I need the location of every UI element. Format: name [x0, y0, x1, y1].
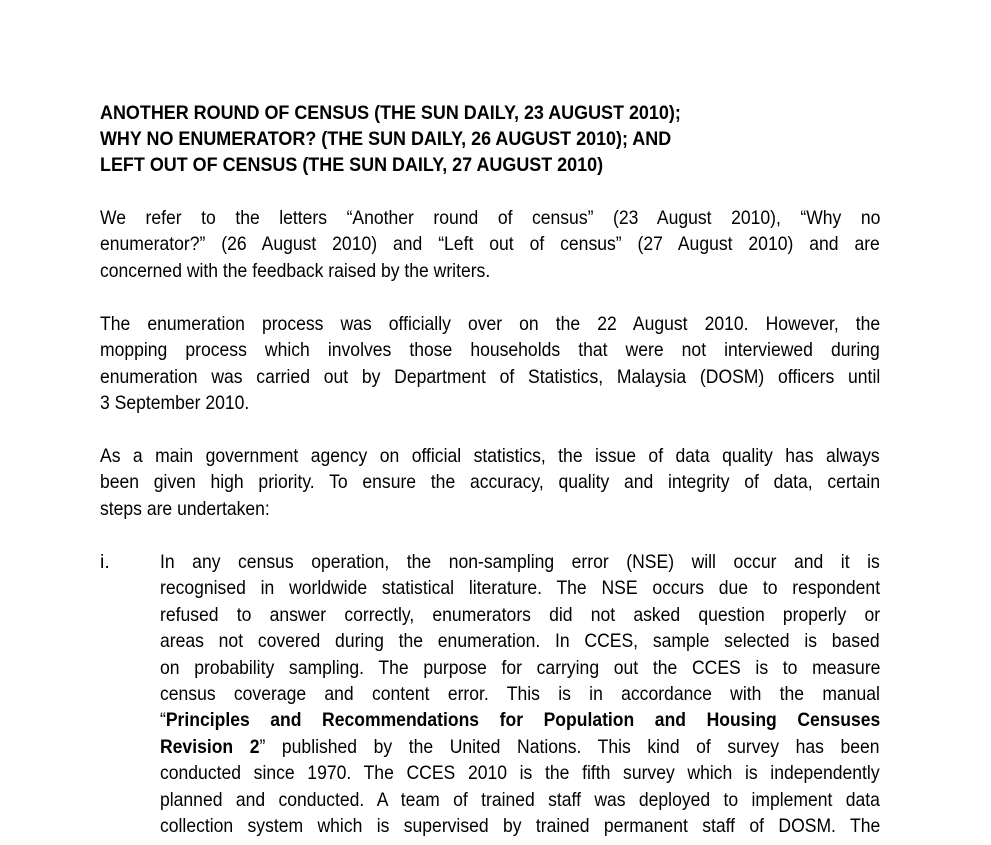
paragraph-data-quality	[100, 443, 880, 522]
list-line: conducted since 1970. The CCES 2010 is the fifth survey which is independently	[160, 762, 880, 785]
paragraph-line: steps are undertaken:	[100, 497, 270, 520]
open-quote: “	[160, 709, 166, 732]
heading-line: ANOTHER ROUND OF CENSUS (THE SUN DAILY, 23 AUGUST 2010);	[100, 102, 681, 124]
heading-line: LEFT OUT OF CENSUS (THE SUN DAILY, 27 AUGUST 2010)	[100, 154, 604, 176]
paragraph-line: concerned with the feedback raised by the writers.	[100, 259, 491, 282]
list-line: on probability sampling. The purpose for carrying out the CCES is to measure	[160, 656, 881, 679]
list-line: In any census operation, the non-sampling error (NSE) will occur and it is	[160, 551, 880, 573]
heading-line: WHY NO ENUMERATOR? (THE SUN DAILY, 26 AUGUST 2010); AND	[100, 128, 672, 150]
paragraph-letters-reference	[100, 205, 880, 284]
paragraph-line: enumerator?” (26 August 2010) and “Left out of census” (27 August 2010) and are	[100, 233, 880, 256]
paragraph-line: mopping process which involves those households that were not interviewed during	[100, 339, 880, 362]
publication-source: ” published by the United Nations. This kind of survey has been	[259, 735, 880, 758]
paragraph-line: The enumeration process was officially over on the 22 August 2010. However, the	[100, 313, 881, 335]
document-heading	[100, 100, 818, 178]
list-line: collection system which is supervised by trained permanent staff of DOSM. The	[160, 815, 881, 838]
paragraph-line: enumeration was carried out by Department of Statistics, Malaysia (DOSM) officers until	[100, 365, 881, 388]
list-line: areas not covered during the enumeration. In CCES, sample selected is based	[160, 630, 880, 653]
list-line-bold-title	[160, 707, 880, 733]
list-line-mixed	[160, 734, 880, 760]
list-line: recognised in worldwide statistical literature. The NSE occurs due to respondent	[160, 577, 881, 600]
paragraph-line: 3 September 2010.	[100, 392, 250, 415]
paragraph-line: As a main government agency on official statistics, the issue of data quality has always	[100, 445, 880, 467]
paragraph-line: We refer to the letters “Another round of census” (23 August 2010), “Why no	[100, 207, 881, 229]
publication-revision: Revision 2	[160, 735, 260, 758]
publication-title: Principles and Recommendations for Population and Housing Censuses	[165, 709, 881, 732]
list-marker: i.	[100, 551, 110, 573]
list-line: planned and conducted. A team of trained staff was deployed to implement data	[160, 788, 880, 811]
list-line: census coverage and content error. This is in accordance with the manual	[160, 683, 880, 706]
list-line: refused to answer correctly, enumerators did not asked question properly or	[160, 603, 881, 626]
paragraph-enumeration-process	[100, 311, 880, 417]
list-item-body	[160, 549, 880, 839]
paragraph-line: been given high priority. To ensure the accuracy, quality and integrity of data, certain	[100, 471, 881, 494]
document-page	[100, 100, 881, 838]
